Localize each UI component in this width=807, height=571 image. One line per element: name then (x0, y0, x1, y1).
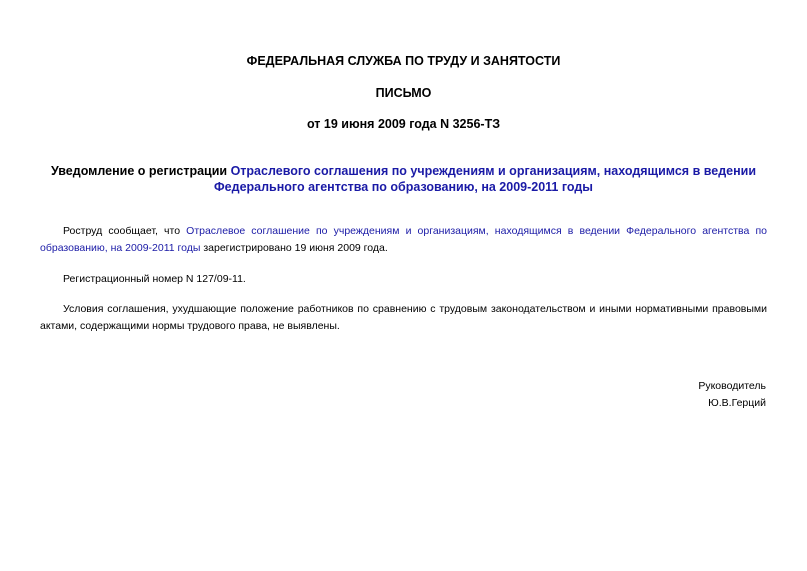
paragraph-1-suffix: зарегистрировано 19 июня 2009 года. (200, 242, 388, 254)
document-type-heading: ПИСЬМО (375, 86, 432, 100)
paragraph-agreement-link[interactable]: Отраслевое соглашение по учреждениям и организациям, находящимся в ведении Федерального агентства по образованию, на 2009-2011 годы (40, 225, 767, 254)
paragraph-conditions: Условия соглашения, ухудшающие положение работников по сравнению с трудовым законодательством и иными нормативными правовыми актами, содержащими нормы трудового права, не выявлены. (40, 303, 767, 332)
signature-name: Ю.В.Герций (708, 397, 766, 409)
organization-heading: ФЕДЕРАЛЬНАЯ СЛУЖБА ПО ТРУДУ И ЗАНЯТОСТИ (246, 54, 561, 68)
document-date-number: от 19 июня 2009 года N 3256-ТЗ (306, 117, 501, 131)
document-subject (40, 163, 767, 195)
paragraph-registration-number: Регистрационный номер N 127/09-11. (63, 273, 246, 285)
subject-prefix: Уведомление о регистрации (50, 164, 231, 178)
paragraph-1-prefix: Роструд сообщает, что (63, 225, 187, 237)
signature-title: Руководитель (698, 380, 766, 392)
paragraph-registration (40, 223, 767, 257)
subject-agreement-link[interactable]: Отраслевого соглашения по учреждениям и организациям, находящимся в ведении Федерального агентства по образованию, на 2009-2011 годы (214, 164, 757, 194)
